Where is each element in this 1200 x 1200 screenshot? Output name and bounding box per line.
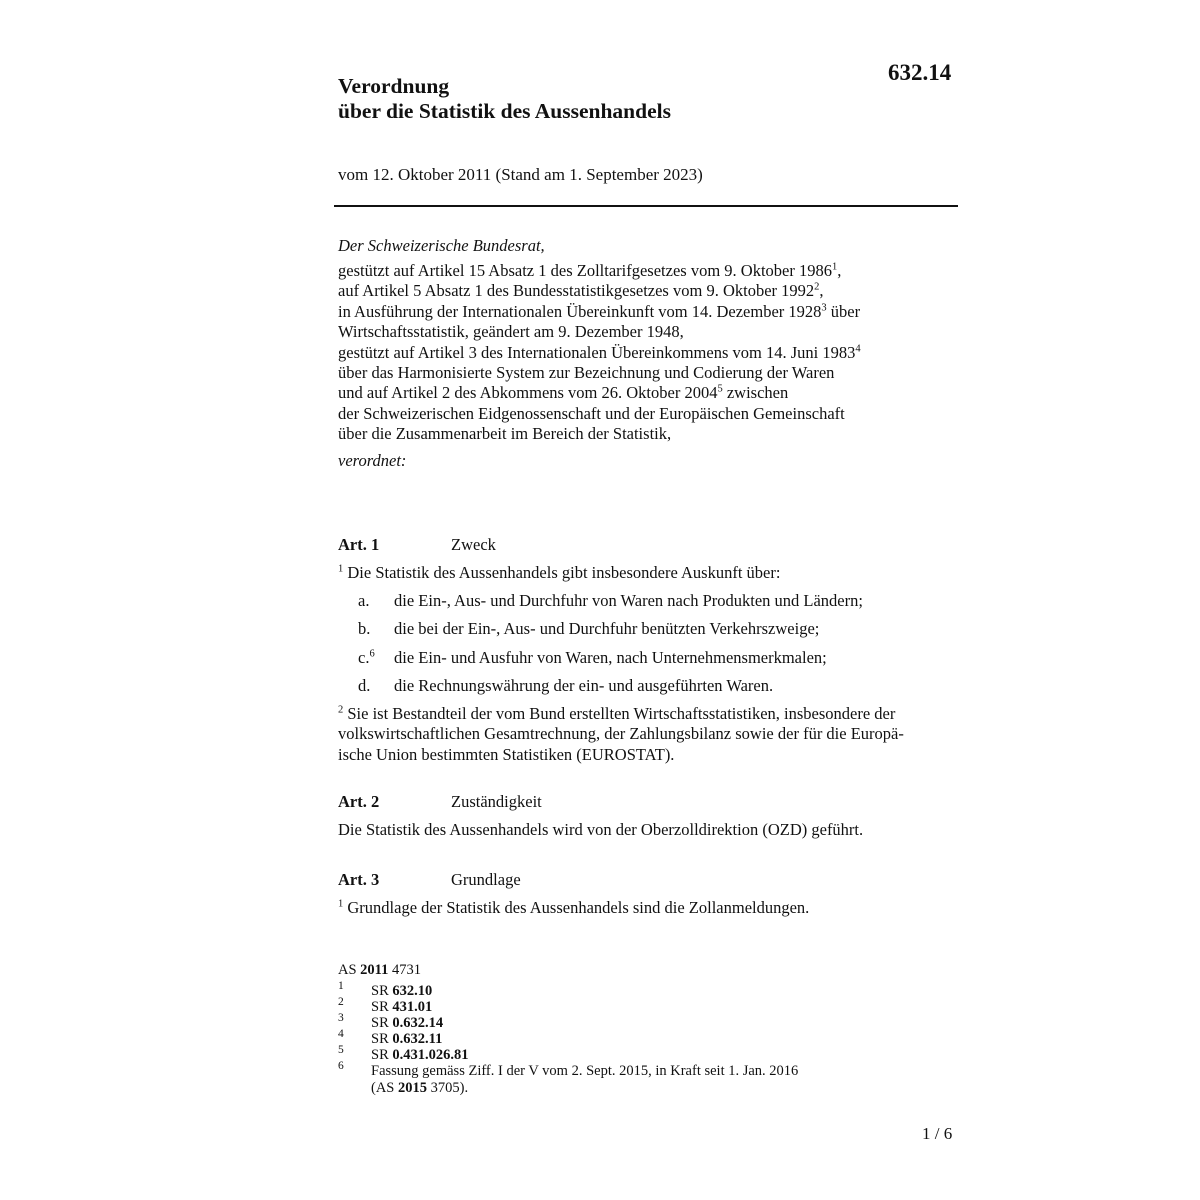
- article-3-paragraph-1: $^1$ Grundlage der Statistik des Aussenhandels sind die Zollanmeldungen.: [338, 898, 810, 917]
- preamble-line: Wirtschaftsstatistik, geändert am 9. Dezember 1948,: [338, 322, 684, 342]
- preamble-line: und auf Artikel 2 des Abkommens vom 26. Oktober 2004$^5$ zwischen: [338, 383, 789, 403]
- official-collection-reference: AS 2011 4731: [338, 962, 421, 978]
- preamble-author: Der Schweizerische Bundesrat,: [338, 236, 545, 255]
- preamble-line: der Schweizerischen Eidgenossenschaft und der Europäischen Gemeinschaft: [338, 403, 845, 423]
- list-text: die bei der Ein-, Aus- und Durchfuhr benützten Verkehrszweige;: [394, 619, 820, 638]
- preamble-line: gestützt auf Artikel 3 des Internationalen Übereinkommens vom 14. Juni 1983$^4$: [338, 342, 861, 362]
- title-line-2: über die Statistik des Aussenhandels: [338, 99, 671, 123]
- article-2-heading: [338, 792, 542, 812]
- list-letter: b.: [358, 619, 371, 638]
- list-letter: a.: [358, 591, 370, 610]
- article-number: Art. 3: [338, 870, 380, 889]
- preamble-line: über das Harmonisierte System zur Bezeichnung und Codierung der Waren: [338, 363, 835, 383]
- list-letter: c.$^6$: [358, 648, 375, 667]
- article-number: Art. 1: [338, 535, 380, 554]
- document-date: vom 12. Oktober 2011 (Stand am 1. September 2023): [338, 165, 703, 184]
- list-text: die Ein- und Ausfuhr von Waren, nach Unternehmensmerkmalen;: [394, 648, 827, 667]
- article-title: Zuständigkeit: [451, 792, 542, 811]
- preamble-line: in Ausführung der Internationalen Übereinkunft vom 14. Dezember 1928$^3$ über: [338, 301, 861, 321]
- article-title: Grundlage: [451, 870, 521, 889]
- document-title: [338, 74, 671, 124]
- preamble: [338, 261, 861, 445]
- header-divider: [334, 205, 958, 207]
- article-1-heading: [338, 535, 496, 555]
- preamble-line: über die Zusammenarbeit im Bereich der Statistik,: [338, 424, 672, 444]
- verordnet: verordnet:: [338, 451, 407, 470]
- title-line-1: Verordnung: [338, 74, 450, 98]
- article-1-paragraph-1: $^1$ Die Statistik des Aussenhandels gibt insbesondere Auskunft über:: [338, 563, 781, 582]
- sr-number: 632.14: [888, 60, 952, 85]
- list-letter: d.: [358, 676, 371, 695]
- article-2-text: Die Statistik des Aussenhandels wird von der Oberzolldirektion (OZD) geführt.: [338, 820, 864, 839]
- page-number: 1 / 6: [922, 1124, 953, 1143]
- preamble-line: auf Artikel 5 Absatz 1 des Bundesstatistikgesetzes vom 9. Oktober 1992$^2$,: [338, 281, 824, 301]
- preamble-line: gestützt auf Artikel 15 Absatz 1 des Zolltarifgesetzes vom 9. Oktober 1986$^1$,: [338, 261, 842, 280]
- document-page: 632.14 Verordnung über die Statistik des Aussenhandels vom 12. Oktober 2011 (Stand am 1. September 2023) Der Schweizerische Bundesrat, gestützt auf Artikel 15 Absatz 1 des Zolltarifgesetzes vom 9. Oktober 1986$^1$, auf Artikel 5 Absatz 1 des Bundesstatistikgesetzes vom 9. Oktober 1992$^2$, in Ausführung der Internationalen Übereinkunft vom 14. Dezember 1928$^3$ über Wirtschaftsstatistik, geändert am 9. Dezember 1948, gestützt auf Artikel 3 des Internationalen Übereinkommens vom 14. Juni 1983$^4$ über das Harmonisierte System zur Bezeichnung und Codierung der Waren und auf Artikel 2 des Abkommens vom 26. Oktober 2004$^5$ zwischen der Schweizerischen Eidgenossenschaft und der Europäischen Gemeinschaft über die Zusammenarbeit im Bereich der Statistik, verordnet: Art. 1 Zweck $^1$ Die Statistik des Aussenhandels gibt insbesondere Auskunft über: a. die Ein-, Aus- und Durchfuhr von Waren nach Produkten und Ländern; b. die bei der Ein-, Aus- und Durchfuhr benützten Verkehrszweige; c.$^6$ die Ein- und Ausfuhr von Waren, nach Unternehmensmerkmalen; d. die Rechnungswährung der ein- und ausgeführten Waren. $^2$ Sie ist Bestandteil der vom Bund erstellten Wirtschaftsstatistiken, insbesondere der volkswirtschaftlichen Gesamtrechnung, der Zahlungsbilanz sowie der für die Europä- ische Union bestimmten Statistiken (EUROSTAT). Art. 2 Zuständigkeit Die Statistik des Aussenhandels wird von der Oberzolldirektion (OZD) geführt. Art. 3 Grundlage $^1$ Grundlage der Statistik des Aussenhandels sind die Zollanmeldungen. AS 2011 4731 1 SR 632.10 2 SR 431.01 3 SR 0.632.14 4 SR 0.632.11 5 SR 0.431.026.81 6 Fassung gemäss Ziff. I der V vom 2. Sept. 2015, in Kraft seit 1. Jan. 2016 (AS 2015 3705). 1 / 6: [0, 0, 1200, 1200]
- article-number: Art. 2: [338, 792, 380, 811]
- article-3-heading: [338, 870, 521, 890]
- list-text: die Rechnungswährung der ein- und ausgeführten Waren.: [394, 676, 774, 695]
- article-title: Zweck: [451, 535, 496, 554]
- list-text: die Ein-, Aus- und Durchfuhr von Waren nach Produkten und Ländern;: [394, 591, 863, 610]
- article-1-paragraph-2: $^2$ Sie ist Bestandteil der vom Bund erstellten Wirtschaftsstatistiken, insbesondere der volkswirtschaftlichen Gesamtrechnung, der Zahlungsbilanz sowie der für die Europä- ische Union bestimmten Statistiken (EUROSTAT).: [338, 704, 904, 764]
